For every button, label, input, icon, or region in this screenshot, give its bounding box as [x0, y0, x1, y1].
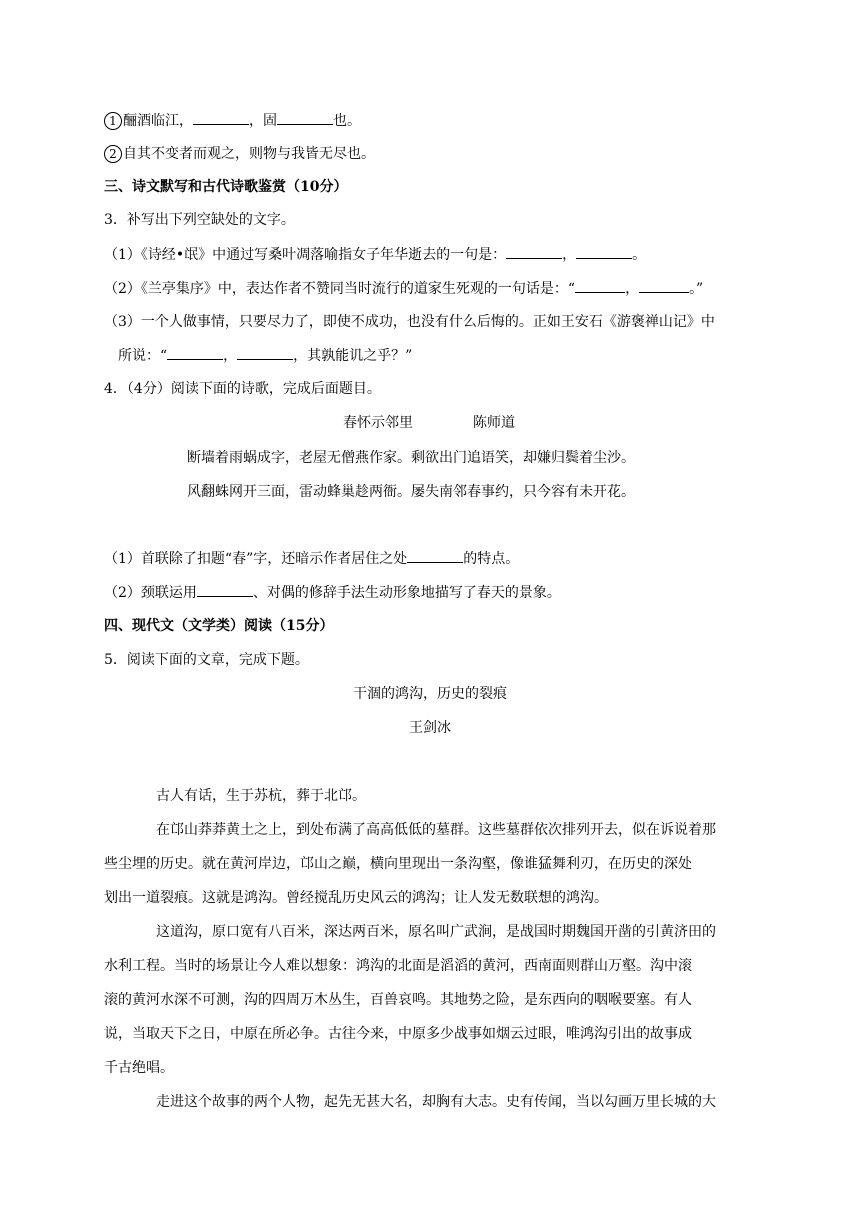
article-paragraph-3-line-3: 滚的黄河水深不可测，沟的四周万木丛生，百兽哀鸣。其地势之险，是东西向的咽喉要塞。有人 — [104, 992, 692, 1008]
answer-blank[interactable] — [167, 345, 223, 360]
question-3: 3．补写出下列空缺处的文字。 — [104, 212, 295, 228]
article-paragraph-3-line-4: 说，当取天下之日，中原在所必争。古往今来，中原多少战事如烟云过眼，唯鸿沟引出的故事成 — [104, 1026, 692, 1042]
answer-blank[interactable] — [639, 278, 689, 293]
poem-author: 陈师道 — [473, 415, 515, 431]
text: （2）颈联运用 — [104, 585, 197, 601]
article-paragraph-4-line-1: 走进这个故事的两个人物，起先无甚大名，却胸有大志。史有传闻，当以勾画万里长城的大 — [156, 1094, 716, 1110]
poem-line-1: 断墙着雨蜗成字，老屋无僧燕作家。剩欲出门追语笑，却嫌归鬓着尘沙。 — [187, 450, 635, 466]
article-paragraph-2-line-1: 在邙山莽莽黄土之上，到处布满了高高低低的墓群。这些墓群依次排列开去，似在诉说着那 — [156, 822, 716, 838]
circled-number: 1 — [104, 112, 122, 130]
article-paragraph-3-line-5: 千古绝唱。 — [104, 1060, 174, 1076]
answer-blank[interactable] — [576, 244, 632, 259]
question-3-3: （3）一个人做事情，只要尽力了，即使不成功，也没有什么后悔的。正如王安石《游褒禅山记》中 — [104, 314, 715, 330]
text: ，其孰能讥之乎？” — [293, 348, 413, 364]
answer-blank[interactable] — [193, 110, 249, 125]
poem-title: 春怀示邻里 — [343, 415, 413, 431]
section-heading-4: 四、现代文（文学类）阅读（15分） — [104, 618, 334, 634]
text: 。 — [632, 247, 647, 263]
question-4: 4．（4分）阅读下面的诗歌，完成后面题目。 — [104, 381, 381, 397]
circled-number: 2 — [104, 145, 122, 163]
text: （1）《诗经•氓》中通过写桑叶凋落喻指女子年华逝去的一句是： — [104, 247, 507, 263]
question-4-1 — [104, 548, 519, 569]
text: ， — [562, 247, 577, 263]
answer-blank[interactable] — [277, 110, 333, 125]
answer-blank[interactable] — [237, 345, 293, 360]
article-paragraph-2-line-2: 些尘埋的历史。就在黄河岸边，邙山之巅，横向里现出一条沟壑，像谁猛舞利刃，在历史的深处 — [104, 856, 692, 872]
question-line-2 — [104, 144, 375, 164]
article-paragraph-3-line-2: 水利工程。当时的场景让今人难以想象：鸿沟的北面是滔滔的黄河，西南面则群山万壑。沟中滚 — [104, 958, 692, 974]
text: 。” — [689, 281, 704, 297]
article-author: 王剑冰 — [409, 720, 451, 736]
article-paragraph-1: 古人有话，生于苏杭，葬于北邙。 — [156, 788, 366, 804]
text: 所说：“ — [118, 348, 168, 364]
question-4-2 — [104, 582, 561, 603]
question-3-2 — [104, 278, 703, 299]
question-3-1 — [104, 244, 646, 265]
text: ， — [625, 281, 640, 297]
section-heading-3: 三、诗文默写和古代诗歌鉴赏（10分） — [104, 179, 348, 195]
text: 自其不变者而观之，则物与我皆无尽也。 — [123, 146, 375, 162]
answer-blank[interactable] — [197, 582, 253, 597]
answer-blank[interactable] — [506, 244, 562, 259]
text: 的特点。 — [463, 551, 520, 567]
question-5: 5．阅读下面的文章，完成下题。 — [104, 652, 309, 668]
text: ， — [223, 348, 238, 364]
text: ，固 — [249, 113, 277, 129]
text: （2）《兰亭集序》中，表达作者不赞同当时流行的道家生死观的一句话是：“ — [104, 281, 576, 297]
answer-blank[interactable] — [575, 278, 625, 293]
answer-blank[interactable] — [407, 548, 463, 563]
text: 、对偶的修辞手法生动形象地描写了春天的景象。 — [252, 585, 561, 601]
text: （1）首联除了扣题“春”字，还暗示作者居住之处 — [104, 551, 408, 567]
text: 酾酒临江， — [123, 113, 193, 129]
poem-line-2: 风翻蛛网开三面，雷动蜂巢趁两衙。屡失南邻春事约，只今容有未开花。 — [187, 484, 635, 500]
article-paragraph-3-line-1: 这道沟，原口宽有八百米，深达两百米，原名叫广武涧，是战国时期魏国开凿的引黄济田的 — [156, 924, 716, 940]
article-title: 干涸的鸿沟，历史的裂痕 — [353, 686, 507, 702]
question-3-3-cont — [118, 345, 412, 366]
question-line-1 — [104, 110, 361, 131]
text: 也。 — [333, 113, 361, 129]
article-paragraph-2-line-3: 划出一道裂痕。这就是鸿沟。曾经搅乱历史风云的鸿沟；让人发无数联想的鸿沟。 — [104, 890, 608, 906]
